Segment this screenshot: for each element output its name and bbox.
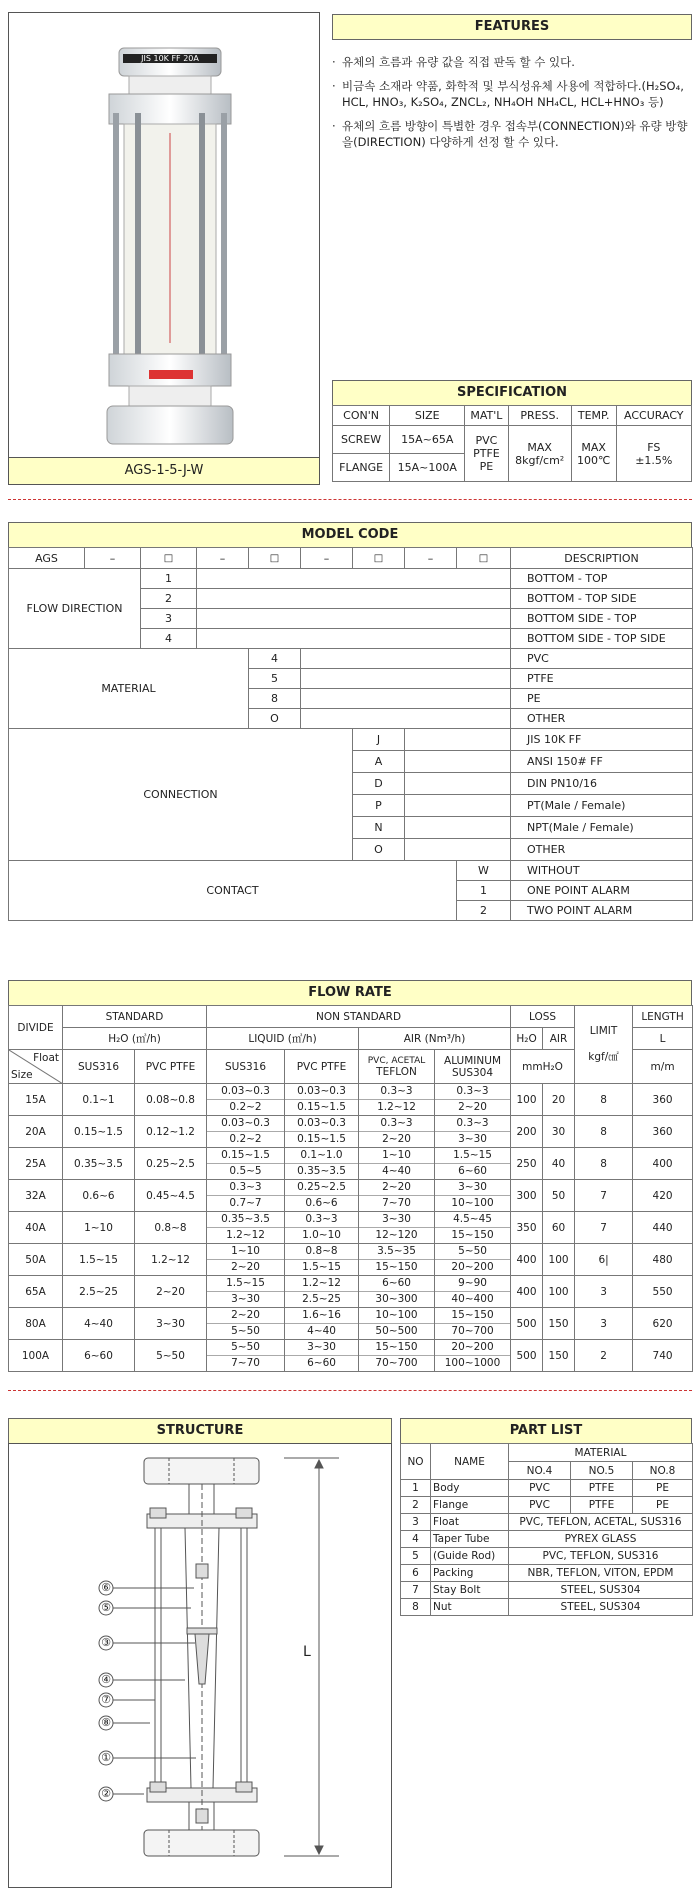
part-row (401, 1548, 693, 1565)
cell-std-sus316: 0.1~1 (63, 1084, 135, 1116)
cell-std-sus316: 4~40 (63, 1308, 135, 1340)
callout-2: ② (101, 1787, 111, 1800)
code-cell: O (249, 709, 301, 729)
code-cell: P (353, 795, 405, 817)
th-pvc-ptfe: PVC PTFE (135, 1050, 207, 1084)
code-description: ONE POINT ALARM (511, 881, 693, 901)
cell-std-pvc-ptfe: 5~50 (135, 1340, 207, 1372)
structure-title: STRUCTURE (8, 1418, 392, 1444)
callout-5: ⑤ (101, 1601, 111, 1614)
th-no4: NO.4 (509, 1462, 571, 1480)
flow-rate-title: FLOW RATE (8, 980, 692, 1006)
code-description: BOTTOM SIDE - TOP SIDE (511, 629, 693, 649)
structure-drawing (9, 1444, 391, 1887)
cell-air-aluminum: 15~150 70~700 (435, 1308, 511, 1340)
part-row (401, 1565, 693, 1582)
cell-liquid-pvc-ptfe: 0.03~0.3 0.15~1.5 (285, 1116, 359, 1148)
cell-air-aluminum: 5~50 20~200 (435, 1244, 511, 1276)
cell-std-pvc-ptfe: 0.12~1.2 (135, 1116, 207, 1148)
code-description: DIN PN10/16 (511, 773, 693, 795)
part-row (401, 1531, 693, 1548)
cell-std-pvc-ptfe: 0.45~4.5 (135, 1180, 207, 1212)
section-divider (8, 1390, 692, 1391)
cell-air-pvc: 1~10 4~40 (359, 1148, 435, 1180)
flowmeter-photo (9, 13, 319, 458)
th-standard: STANDARD (63, 1006, 207, 1028)
th-mmh2o: mmH₂O (511, 1050, 575, 1084)
part-material: PVC, TEFLON, SUS316 (509, 1548, 693, 1565)
th-pvc-ptfe: PVC PTFE (285, 1050, 359, 1084)
model-code-slot: □ (457, 548, 511, 569)
part-list-body (401, 1480, 693, 1616)
code-cell: J (353, 729, 405, 751)
group-material: MATERIAL (9, 649, 249, 729)
code-description: BOTTOM - TOP (511, 569, 693, 589)
part-name: Body (431, 1480, 509, 1497)
cell-size: 50A (9, 1244, 63, 1276)
product-photo-frame (8, 12, 320, 485)
flange-tag: JIS 10K FF 20A (123, 54, 217, 63)
cell-air-aluminum: 0.3~3 2~20 (435, 1084, 511, 1116)
group-connection: CONNECTION (9, 729, 353, 861)
callout-3: ③ (101, 1636, 111, 1649)
cell-air-pvc: 15~150 70~700 (359, 1340, 435, 1372)
spec-press: MAX 8kgf/cm² (508, 426, 571, 482)
cell-loss-air: 30 (543, 1116, 575, 1148)
cell-loss-h2o: 100 (511, 1084, 543, 1116)
th-divide: DIVIDE (9, 1006, 63, 1050)
flow-rate-row (9, 1084, 693, 1116)
cell-loss-h2o: 300 (511, 1180, 543, 1212)
th-no8: NO.8 (633, 1462, 693, 1480)
cell-liquid-pvc-ptfe: 3~30 6~60 (285, 1340, 359, 1372)
th-non-standard: NON STANDARD (207, 1006, 511, 1028)
code-cell: 8 (249, 689, 301, 709)
code-cell: N (353, 817, 405, 839)
spec-header: CON'N (333, 406, 390, 426)
flow-rate-table (8, 1005, 693, 1372)
photo-caption: AGS-1-5-J-W (9, 457, 319, 484)
flow-rate-row (9, 1244, 693, 1276)
part-name: Nut (431, 1599, 509, 1616)
part-no: 7 (401, 1582, 431, 1599)
callout-6: ⑥ (101, 1581, 111, 1594)
flow-rate-row (9, 1116, 693, 1148)
cell-loss-air: 100 (543, 1276, 575, 1308)
cell-loss-h2o: 400 (511, 1244, 543, 1276)
cell-loss-h2o: 500 (511, 1340, 543, 1372)
cell-length: 480 (633, 1244, 693, 1276)
cell-limit: 7 (575, 1180, 633, 1212)
code-description: OTHER (511, 709, 693, 729)
cell-std-pvc-ptfe: 0.8~8 (135, 1212, 207, 1244)
model-code-sep: – (301, 548, 353, 569)
spec-header: ACCURACY (616, 406, 691, 426)
cell-std-pvc-ptfe: 3~30 (135, 1308, 207, 1340)
cell-air-aluminum: 9~90 40~400 (435, 1276, 511, 1308)
cell-air-pvc: 6~60 30~300 (359, 1276, 435, 1308)
part-row (401, 1497, 693, 1514)
part-material: PYREX GLASS (509, 1531, 693, 1548)
th-loss: LOSS (511, 1006, 575, 1028)
cell-limit: 6| (575, 1244, 633, 1276)
code-cell: D (353, 773, 405, 795)
cell-air-aluminum: 1.5~15 6~60 (435, 1148, 511, 1180)
cell-loss-air: 50 (543, 1180, 575, 1212)
cell-air-aluminum: 3~30 10~100 (435, 1180, 511, 1212)
part-row (401, 1480, 693, 1497)
part-name: Stay Bolt (431, 1582, 509, 1599)
code-cell: O (353, 839, 405, 861)
th-length: LENGTH (633, 1006, 693, 1028)
cell-liquid-sus316: 2~20 5~50 (207, 1308, 285, 1340)
feature-item: · 유체의 흐름과 유량 값을 직접 판독 할 수 있다. (332, 54, 692, 70)
part-material: PVC (509, 1497, 571, 1514)
th-sus316: SUS316 (63, 1050, 135, 1084)
th-name: NAME (431, 1444, 509, 1480)
cell-loss-air: 150 (543, 1308, 575, 1340)
cell-size: 80A (9, 1308, 63, 1340)
th-mm: m/m (633, 1050, 693, 1084)
flow-rate-row (9, 1276, 693, 1308)
cell-loss-h2o: 250 (511, 1148, 543, 1180)
spec-size: 15A~100A (390, 454, 465, 482)
spec-matl: PVC PTFE PE (465, 426, 508, 482)
code-cell: 3 (141, 609, 197, 629)
cell-limit: 8 (575, 1148, 633, 1180)
cell-length: 550 (633, 1276, 693, 1308)
cell-air-aluminum: 4.5~45 15~150 (435, 1212, 511, 1244)
cell-liquid-pvc-ptfe: 0.03~0.3 0.15~1.5 (285, 1084, 359, 1116)
cell-length: 740 (633, 1340, 693, 1372)
spec-conn: SCREW (333, 426, 390, 454)
spec-accuracy: FS ±1.5% (616, 426, 691, 482)
code-description: JIS 10K FF (511, 729, 693, 751)
th-liquid: LIQUID (㎥/h) (207, 1028, 359, 1050)
cell-size: 65A (9, 1276, 63, 1308)
cell-std-sus316: 1.5~15 (63, 1244, 135, 1276)
cell-limit: 7 (575, 1212, 633, 1244)
part-material: PE (633, 1480, 693, 1497)
cell-liquid-sus316: 1.5~15 3~30 (207, 1276, 285, 1308)
cell-loss-air: 100 (543, 1244, 575, 1276)
spec-header: SIZE (390, 406, 465, 426)
cell-liquid-sus316: 0.3~3 0.7~7 (207, 1180, 285, 1212)
cell-loss-air: 40 (543, 1148, 575, 1180)
features-list (332, 54, 692, 158)
part-row (401, 1599, 693, 1616)
code-cell: 2 (141, 589, 197, 609)
model-code-slot: □ (353, 548, 405, 569)
model-code-slot: □ (249, 548, 301, 569)
cell-size: 32A (9, 1180, 63, 1212)
model-code-prefix: AGS (9, 548, 85, 569)
th-loss-air: AIR (543, 1028, 575, 1050)
code-description: PVC (511, 649, 693, 669)
cell-length: 400 (633, 1148, 693, 1180)
flow-rate-row (9, 1148, 693, 1180)
cell-length: 620 (633, 1308, 693, 1340)
model-code-title: MODEL CODE (8, 522, 692, 548)
code-description: PT(Male / Female) (511, 795, 693, 817)
cell-air-pvc: 3.5~35 15~150 (359, 1244, 435, 1276)
flow-rate-row (9, 1180, 693, 1212)
part-list-title: PART LIST (400, 1418, 692, 1444)
cell-std-sus316: 0.6~6 (63, 1180, 135, 1212)
cell-length: 360 (633, 1084, 693, 1116)
part-no: 2 (401, 1497, 431, 1514)
flow-rate-row (9, 1340, 693, 1372)
th-loss-h2o: H₂O (511, 1028, 543, 1050)
code-description: BOTTOM SIDE - TOP (511, 609, 693, 629)
cell-length: 420 (633, 1180, 693, 1212)
code-description: PTFE (511, 669, 693, 689)
th-aluminum-sus304: ALUMINUM SUS304 (435, 1050, 511, 1084)
cell-liquid-pvc-ptfe: 0.1~1.0 0.35~3.5 (285, 1148, 359, 1180)
code-cell: 5 (249, 669, 301, 689)
part-name: Packing (431, 1565, 509, 1582)
cell-liquid-sus316: 1~10 2~20 (207, 1244, 285, 1276)
spec-header: PRESS. (508, 406, 571, 426)
structure-frame (8, 1443, 392, 1888)
feature-item: · 유체의 흐름 방향이 특별한 경우 접속부(CONNECTION)와 유량 방향을(DIRECTION) 다양하게 선정 할 수 있다. (332, 118, 692, 150)
th-no: NO (401, 1444, 431, 1480)
cell-liquid-pvc-ptfe: 0.3~3 1.0~10 (285, 1212, 359, 1244)
callout-7: ⑦ (101, 1693, 111, 1706)
code-cell: A (353, 751, 405, 773)
cell-liquid-sus316: 0.35~3.5 1.2~12 (207, 1212, 285, 1244)
code-description: PE (511, 689, 693, 709)
cell-std-sus316: 0.35~3.5 (63, 1148, 135, 1180)
model-code-sep: – (405, 548, 457, 569)
part-no: 5 (401, 1548, 431, 1565)
part-row (401, 1582, 693, 1599)
cell-limit: 3 (575, 1276, 633, 1308)
cell-air-pvc: 0.3~3 1.2~12 (359, 1084, 435, 1116)
code-cell: 2 (457, 901, 511, 921)
cell-std-sus316: 0.15~1.5 (63, 1116, 135, 1148)
cell-limit: 8 (575, 1116, 633, 1148)
cell-liquid-pvc-ptfe: 0.25~2.5 0.6~6 (285, 1180, 359, 1212)
cell-loss-h2o: 350 (511, 1212, 543, 1244)
model-code-slot: □ (141, 548, 197, 569)
th-air: AIR (Nm³/h) (359, 1028, 511, 1050)
code-description: NPT(Male / Female) (511, 817, 693, 839)
th-material: MATERIAL (509, 1444, 693, 1462)
code-cell: 4 (141, 629, 197, 649)
cell-liquid-sus316: 0.03~0.3 0.2~2 (207, 1084, 285, 1116)
cell-liquid-sus316: 0.15~1.5 0.5~5 (207, 1148, 285, 1180)
cell-liquid-pvc-ptfe: 1.6~16 4~40 (285, 1308, 359, 1340)
code-cell: 4 (249, 649, 301, 669)
cell-loss-air: 150 (543, 1340, 575, 1372)
feature-item: · 비금속 소재라 약품, 화학적 및 부식성유체 사용에 적합하다.(H₂SO₄, HCL, HNO₃, K₂SO₄, ZNCL₂, NH₄OH NH₄CL, HCL+HNO₃ 등) (332, 78, 692, 110)
th-length-l: L (633, 1028, 693, 1050)
flow-rate-row (9, 1308, 693, 1340)
part-row (401, 1514, 693, 1531)
th-sus316: SUS316 (207, 1050, 285, 1084)
cell-std-pvc-ptfe: 2~20 (135, 1276, 207, 1308)
cell-air-pvc: 3~30 12~120 (359, 1212, 435, 1244)
cell-loss-h2o: 500 (511, 1308, 543, 1340)
code-description: BOTTOM - TOP SIDE (511, 589, 693, 609)
cell-size: 15A (9, 1084, 63, 1116)
code-description: TWO POINT ALARM (511, 901, 693, 921)
cell-std-pvc-ptfe: 1.2~12 (135, 1244, 207, 1276)
part-no: 4 (401, 1531, 431, 1548)
part-material: NBR, TEFLON, VITON, EPDM (509, 1565, 693, 1582)
cell-std-pvc-ptfe: 0.25~2.5 (135, 1148, 207, 1180)
model-code-table (8, 547, 693, 921)
th-float-size: Float Size (9, 1050, 63, 1084)
code-cell: 1 (457, 881, 511, 901)
cell-air-pvc: 2~20 7~70 (359, 1180, 435, 1212)
cell-limit: 8 (575, 1084, 633, 1116)
spec-conn: FLANGE (333, 454, 390, 482)
code-cell: 1 (141, 569, 197, 589)
code-description: WITHOUT (511, 861, 693, 881)
group-contact: CONTACT (9, 861, 457, 921)
spec-header: MAT'L (465, 406, 508, 426)
cell-liquid-sus316: 5~50 7~70 (207, 1340, 285, 1372)
part-no: 3 (401, 1514, 431, 1531)
cell-liquid-pvc-ptfe: 0.8~8 1.5~15 (285, 1244, 359, 1276)
th-no5: NO.5 (571, 1462, 633, 1480)
cell-std-sus316: 2.5~25 (63, 1276, 135, 1308)
th-h2o: H₂O (㎥/h) (63, 1028, 207, 1050)
cell-air-pvc: 0.3~3 2~20 (359, 1116, 435, 1148)
cell-air-aluminum: 0.3~3 3~30 (435, 1116, 511, 1148)
part-name: (Guide Rod) (431, 1548, 509, 1565)
cell-liquid-pvc-ptfe: 1.2~12 2.5~25 (285, 1276, 359, 1308)
flow-rate-row (9, 1212, 693, 1244)
flow-rate-body (9, 1084, 693, 1372)
cell-liquid-sus316: 0.03~0.3 0.2~2 (207, 1116, 285, 1148)
code-description: ANSI 150# FF (511, 751, 693, 773)
cell-size: 100A (9, 1340, 63, 1372)
part-name: Taper Tube (431, 1531, 509, 1548)
code-description: OTHER (511, 839, 693, 861)
cell-air-aluminum: 20~200 100~1000 (435, 1340, 511, 1372)
part-name: Flange (431, 1497, 509, 1514)
callout-4: ④ (101, 1673, 111, 1686)
part-name: Float (431, 1514, 509, 1531)
part-no: 1 (401, 1480, 431, 1497)
spec-temp: MAX 100℃ (571, 426, 616, 482)
model-code-sep: – (197, 548, 249, 569)
cell-size: 20A (9, 1116, 63, 1148)
cell-limit: 3 (575, 1308, 633, 1340)
specification-table (332, 405, 692, 482)
cell-limit: 2 (575, 1340, 633, 1372)
cell-loss-h2o: 200 (511, 1116, 543, 1148)
cell-size: 25A (9, 1148, 63, 1180)
part-material: PVC (509, 1480, 571, 1497)
cell-std-sus316: 1~10 (63, 1212, 135, 1244)
th-pvc-acetal-teflon: PVC, ACETAL TEFLON (359, 1050, 435, 1084)
part-material: PTFE (571, 1497, 633, 1514)
cell-std-pvc-ptfe: 0.08~0.8 (135, 1084, 207, 1116)
part-no: 6 (401, 1565, 431, 1582)
cell-loss-air: 20 (543, 1084, 575, 1116)
section-divider (8, 499, 692, 500)
part-material: STEEL, SUS304 (509, 1599, 693, 1616)
cell-length: 360 (633, 1116, 693, 1148)
specification-title: SPECIFICATION (332, 380, 692, 406)
callout-8: ⑧ (101, 1716, 111, 1729)
spec-size: 15A~65A (390, 426, 465, 454)
cell-std-sus316: 6~60 (63, 1340, 135, 1372)
th-limit: LIMIT kgf/㎠ (575, 1006, 633, 1084)
cell-loss-air: 60 (543, 1212, 575, 1244)
code-cell: W (457, 861, 511, 881)
part-material: STEEL, SUS304 (509, 1582, 693, 1599)
features-title: FEATURES (332, 14, 692, 40)
spec-header: TEMP. (571, 406, 616, 426)
model-code-description-header: DESCRIPTION (511, 548, 693, 569)
part-material: PVC, TEFLON, ACETAL, SUS316 (509, 1514, 693, 1531)
cell-loss-h2o: 400 (511, 1276, 543, 1308)
group-flow-direction: FLOW DIRECTION (9, 569, 141, 649)
cell-size: 40A (9, 1212, 63, 1244)
part-material: PTFE (571, 1480, 633, 1497)
part-list-table (400, 1443, 693, 1616)
cell-length: 440 (633, 1212, 693, 1244)
dimension-label: L (303, 1644, 311, 1660)
model-code-sep: – (85, 548, 141, 569)
cell-air-pvc: 10~100 50~500 (359, 1308, 435, 1340)
callout-1: ① (101, 1751, 111, 1764)
part-material: PE (633, 1497, 693, 1514)
part-no: 8 (401, 1599, 431, 1616)
